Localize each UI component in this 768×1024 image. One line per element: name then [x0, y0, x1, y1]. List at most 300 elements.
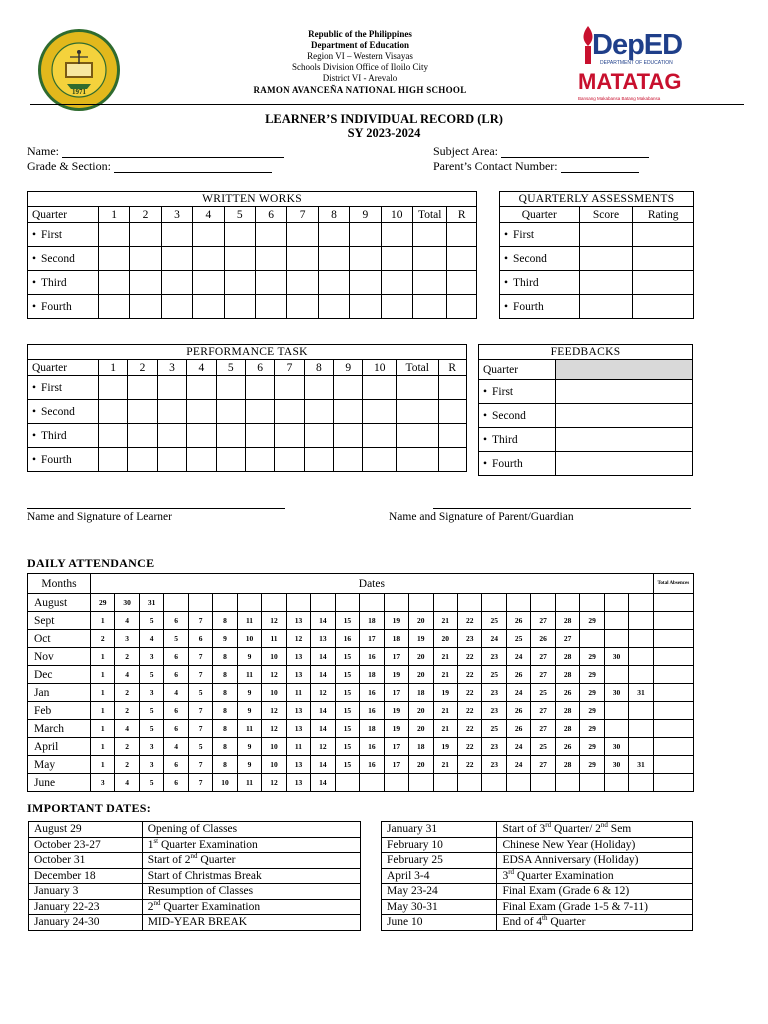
attendance-date-cell[interactable]: 17	[384, 738, 408, 756]
performance-task-score-cell[interactable]	[187, 376, 216, 400]
attendance-date-cell[interactable]	[384, 774, 408, 792]
attendance-date-cell[interactable]: 21	[433, 666, 457, 684]
attendance-date-cell[interactable]	[629, 720, 653, 738]
written-works-score-cell[interactable]	[98, 271, 129, 295]
attendance-date-cell[interactable]: 22	[458, 702, 482, 720]
attendance-date-cell[interactable]: 19	[433, 738, 457, 756]
attendance-date-cell[interactable]: 1	[90, 666, 114, 684]
attendance-date-cell[interactable]: 14	[311, 612, 335, 630]
attendance-date-cell[interactable]: 27	[531, 756, 555, 774]
parent-signature-line[interactable]	[433, 508, 691, 509]
attendance-date-cell[interactable]	[604, 630, 628, 648]
attendance-date-cell[interactable]: 1	[90, 756, 114, 774]
attendance-date-cell[interactable]: 13	[286, 720, 310, 738]
performance-task-score-cell[interactable]	[363, 376, 396, 400]
attendance-date-cell[interactable]: 3	[139, 756, 163, 774]
attendance-date-cell[interactable]	[409, 774, 433, 792]
attendance-date-cell[interactable]: 18	[360, 720, 384, 738]
written-works-score-cell[interactable]	[318, 223, 349, 247]
feedbacks-score-cell[interactable]	[555, 428, 692, 452]
written-works-score-cell[interactable]	[447, 271, 477, 295]
attendance-date-cell[interactable]: 8	[213, 702, 237, 720]
attendance-date-cell[interactable]: 13	[286, 756, 310, 774]
attendance-date-cell[interactable]: 24	[506, 684, 530, 702]
quarterly-assessments-score-cell[interactable]	[633, 247, 694, 271]
attendance-date-cell[interactable]: 22	[458, 720, 482, 738]
attendance-date-cell[interactable]: 12	[262, 720, 286, 738]
attendance-date-cell[interactable]: 24	[506, 756, 530, 774]
performance-task-score-cell[interactable]	[98, 448, 127, 472]
attendance-date-cell[interactable]: 22	[458, 684, 482, 702]
attendance-date-cell[interactable]: 11	[286, 684, 310, 702]
attendance-date-cell[interactable]: 5	[164, 630, 188, 648]
performance-task-score-cell[interactable]	[157, 400, 186, 424]
written-works-score-cell[interactable]	[350, 223, 381, 247]
attendance-date-cell[interactable]	[629, 630, 653, 648]
quarterly-assessments-score-cell[interactable]	[579, 247, 633, 271]
attendance-total-cell[interactable]	[653, 738, 693, 756]
performance-task-score-cell[interactable]	[187, 424, 216, 448]
attendance-date-cell[interactable]: 9	[237, 738, 261, 756]
attendance-total-cell[interactable]	[653, 594, 693, 612]
attendance-date-cell[interactable]: 7	[188, 612, 212, 630]
attendance-date-cell[interactable]: 30	[604, 738, 628, 756]
attendance-date-cell[interactable]	[580, 594, 604, 612]
attendance-date-cell[interactable]: 7	[188, 774, 212, 792]
attendance-date-cell[interactable]: 1	[90, 720, 114, 738]
attendance-date-cell[interactable]: 9	[237, 702, 261, 720]
performance-task-score-cell[interactable]	[438, 400, 467, 424]
attendance-total-cell[interactable]	[653, 756, 693, 774]
attendance-date-cell[interactable]	[360, 774, 384, 792]
performance-task-score-cell[interactable]	[157, 448, 186, 472]
attendance-date-cell[interactable]	[188, 594, 212, 612]
attendance-date-cell[interactable]	[531, 774, 555, 792]
attendance-date-cell[interactable]: 28	[555, 648, 579, 666]
attendance-date-cell[interactable]: 12	[311, 738, 335, 756]
attendance-date-cell[interactable]	[506, 594, 530, 612]
performance-task-score-cell[interactable]	[187, 448, 216, 472]
quarterly-assessments-score-cell[interactable]	[633, 223, 694, 247]
attendance-date-cell[interactable]: 28	[555, 756, 579, 774]
attendance-total-cell[interactable]	[653, 684, 693, 702]
attendance-date-cell[interactable]: 6	[188, 630, 212, 648]
attendance-date-cell[interactable]: 12	[262, 702, 286, 720]
attendance-date-cell[interactable]: 4	[164, 684, 188, 702]
attendance-date-cell[interactable]: 6	[164, 774, 188, 792]
attendance-date-cell[interactable]: 7	[188, 702, 212, 720]
attendance-date-cell[interactable]	[629, 774, 653, 792]
attendance-date-cell[interactable]: 16	[335, 630, 359, 648]
attendance-date-cell[interactable]: 11	[262, 630, 286, 648]
attendance-date-cell[interactable]: 19	[433, 684, 457, 702]
attendance-date-cell[interactable]	[604, 666, 628, 684]
attendance-date-cell[interactable]: 27	[531, 612, 555, 630]
attendance-date-cell[interactable]: 19	[409, 630, 433, 648]
attendance-date-cell[interactable]: 5	[139, 612, 163, 630]
attendance-date-cell[interactable]: 11	[237, 666, 261, 684]
attendance-date-cell[interactable]: 22	[458, 612, 482, 630]
attendance-date-cell[interactable]: 11	[237, 774, 261, 792]
attendance-date-cell[interactable]	[555, 774, 579, 792]
written-works-score-cell[interactable]	[98, 295, 129, 319]
written-works-score-cell[interactable]	[161, 271, 192, 295]
attendance-date-cell[interactable]: 13	[286, 774, 310, 792]
performance-task-score-cell[interactable]	[128, 448, 157, 472]
written-works-score-cell[interactable]	[287, 223, 318, 247]
attendance-date-cell[interactable]: 23	[458, 630, 482, 648]
quarterly-assessments-score-cell[interactable]	[579, 223, 633, 247]
attendance-date-cell[interactable]: 20	[409, 612, 433, 630]
written-works-score-cell[interactable]	[287, 271, 318, 295]
attendance-date-cell[interactable]: 20	[409, 666, 433, 684]
attendance-date-cell[interactable]	[360, 594, 384, 612]
attendance-date-cell[interactable]: 8	[213, 648, 237, 666]
attendance-date-cell[interactable]	[604, 702, 628, 720]
written-works-score-cell[interactable]	[447, 223, 477, 247]
attendance-date-cell[interactable]: 21	[433, 702, 457, 720]
written-works-score-cell[interactable]	[318, 295, 349, 319]
attendance-date-cell[interactable]: 9	[237, 684, 261, 702]
attendance-date-cell[interactable]: 8	[213, 612, 237, 630]
attendance-date-cell[interactable]	[604, 594, 628, 612]
written-works-score-cell[interactable]	[413, 271, 447, 295]
attendance-date-cell[interactable]: 15	[335, 756, 359, 774]
attendance-date-cell[interactable]: 13	[286, 666, 310, 684]
attendance-date-cell[interactable]: 8	[213, 720, 237, 738]
attendance-date-cell[interactable]: 24	[506, 648, 530, 666]
attendance-date-cell[interactable]: 2	[115, 738, 139, 756]
attendance-date-cell[interactable]: 23	[482, 648, 506, 666]
performance-task-score-cell[interactable]	[98, 376, 127, 400]
performance-task-score-cell[interactable]	[334, 400, 363, 424]
performance-task-score-cell[interactable]	[334, 448, 363, 472]
attendance-date-cell[interactable]: 23	[482, 702, 506, 720]
attendance-date-cell[interactable]: 23	[482, 756, 506, 774]
attendance-date-cell[interactable]: 31	[139, 594, 163, 612]
attendance-date-cell[interactable]: 13	[311, 630, 335, 648]
attendance-date-cell[interactable]: 6	[164, 612, 188, 630]
attendance-date-cell[interactable]: 26	[555, 738, 579, 756]
performance-task-score-cell[interactable]	[245, 424, 274, 448]
attendance-date-cell[interactable]: 26	[506, 702, 530, 720]
attendance-date-cell[interactable]: 25	[531, 738, 555, 756]
attendance-date-cell[interactable]: 14	[311, 702, 335, 720]
attendance-date-cell[interactable]	[555, 594, 579, 612]
written-works-score-cell[interactable]	[287, 247, 318, 271]
attendance-date-cell[interactable]: 5	[139, 774, 163, 792]
attendance-date-cell[interactable]: 26	[531, 630, 555, 648]
attendance-date-cell[interactable]	[164, 594, 188, 612]
attendance-date-cell[interactable]	[433, 774, 457, 792]
attendance-date-cell[interactable]: 10	[213, 774, 237, 792]
attendance-date-cell[interactable]: 8	[213, 756, 237, 774]
written-works-score-cell[interactable]	[161, 247, 192, 271]
attendance-date-cell[interactable]: 28	[555, 720, 579, 738]
performance-task-score-cell[interactable]	[128, 400, 157, 424]
attendance-date-cell[interactable]: 14	[311, 720, 335, 738]
written-works-score-cell[interactable]	[255, 223, 286, 247]
attendance-date-cell[interactable]: 20	[409, 720, 433, 738]
attendance-date-cell[interactable]: 15	[335, 702, 359, 720]
attendance-date-cell[interactable]: 29	[580, 756, 604, 774]
written-works-score-cell[interactable]	[381, 271, 412, 295]
written-works-score-cell[interactable]	[161, 295, 192, 319]
attendance-date-cell[interactable]: 25	[506, 630, 530, 648]
attendance-date-cell[interactable]: 29	[580, 702, 604, 720]
attendance-date-cell[interactable]	[580, 630, 604, 648]
performance-task-score-cell[interactable]	[363, 424, 396, 448]
attendance-date-cell[interactable]: 29	[580, 684, 604, 702]
name-field[interactable]	[27, 144, 284, 158]
attendance-date-cell[interactable]	[482, 594, 506, 612]
written-works-score-cell[interactable]	[224, 295, 255, 319]
performance-task-score-cell[interactable]	[363, 400, 396, 424]
attendance-date-cell[interactable]: 5	[188, 684, 212, 702]
attendance-date-cell[interactable]: 10	[262, 756, 286, 774]
attendance-date-cell[interactable]: 5	[139, 702, 163, 720]
attendance-date-cell[interactable]: 11	[286, 738, 310, 756]
quarterly-assessments-score-cell[interactable]	[633, 271, 694, 295]
performance-task-score-cell[interactable]	[128, 424, 157, 448]
attendance-date-cell[interactable]: 18	[384, 630, 408, 648]
attendance-date-cell[interactable]: 30	[604, 648, 628, 666]
performance-task-score-cell[interactable]	[157, 424, 186, 448]
performance-task-score-cell[interactable]	[304, 424, 333, 448]
performance-task-score-cell[interactable]	[245, 448, 274, 472]
attendance-date-cell[interactable]	[262, 594, 286, 612]
attendance-date-cell[interactable]: 23	[482, 738, 506, 756]
attendance-date-cell[interactable]	[604, 612, 628, 630]
performance-task-score-cell[interactable]	[438, 448, 467, 472]
attendance-date-cell[interactable]: 20	[409, 648, 433, 666]
attendance-date-cell[interactable]: 15	[335, 612, 359, 630]
feedbacks-score-cell[interactable]	[555, 380, 692, 404]
performance-task-score-cell[interactable]	[216, 424, 245, 448]
attendance-date-cell[interactable]: 3	[115, 630, 139, 648]
attendance-date-cell[interactable]: 15	[335, 666, 359, 684]
attendance-date-cell[interactable]: 24	[482, 630, 506, 648]
attendance-date-cell[interactable]	[482, 774, 506, 792]
attendance-date-cell[interactable]: 14	[311, 774, 335, 792]
performance-task-score-cell[interactable]	[275, 376, 304, 400]
attendance-date-cell[interactable]: 12	[286, 630, 310, 648]
attendance-date-cell[interactable]: 21	[433, 720, 457, 738]
attendance-date-cell[interactable]: 28	[555, 702, 579, 720]
attendance-date-cell[interactable]: 5	[139, 666, 163, 684]
attendance-date-cell[interactable]: 4	[164, 738, 188, 756]
attendance-date-cell[interactable]: 30	[604, 756, 628, 774]
quarterly-assessments-score-cell[interactable]	[579, 271, 633, 295]
attendance-date-cell[interactable]: 31	[629, 756, 653, 774]
attendance-date-cell[interactable]: 17	[384, 648, 408, 666]
attendance-date-cell[interactable]: 22	[458, 756, 482, 774]
written-works-score-cell[interactable]	[447, 295, 477, 319]
attendance-date-cell[interactable]	[629, 666, 653, 684]
written-works-score-cell[interactable]	[130, 223, 161, 247]
attendance-date-cell[interactable]	[604, 720, 628, 738]
written-works-score-cell[interactable]	[413, 295, 447, 319]
contact-field[interactable]	[433, 159, 639, 173]
attendance-date-cell[interactable]	[384, 594, 408, 612]
attendance-date-cell[interactable]: 22	[458, 648, 482, 666]
attendance-date-cell[interactable]: 15	[335, 738, 359, 756]
written-works-score-cell[interactable]	[193, 247, 224, 271]
performance-task-score-cell[interactable]	[216, 448, 245, 472]
attendance-total-cell[interactable]	[653, 702, 693, 720]
attendance-date-cell[interactable]: 10	[262, 648, 286, 666]
attendance-date-cell[interactable]	[458, 594, 482, 612]
attendance-date-cell[interactable]: 13	[286, 702, 310, 720]
written-works-score-cell[interactable]	[193, 271, 224, 295]
attendance-date-cell[interactable]: 27	[555, 630, 579, 648]
attendance-date-cell[interactable]: 19	[384, 612, 408, 630]
attendance-date-cell[interactable]: 29	[580, 612, 604, 630]
attendance-date-cell[interactable]	[433, 594, 457, 612]
attendance-date-cell[interactable]: 19	[384, 720, 408, 738]
attendance-date-cell[interactable]: 3	[139, 738, 163, 756]
attendance-date-cell[interactable]: 1	[90, 648, 114, 666]
attendance-date-cell[interactable]: 14	[311, 648, 335, 666]
grade-section-field[interactable]	[27, 159, 272, 173]
attendance-total-cell[interactable]	[653, 666, 693, 684]
performance-task-score-cell[interactable]	[275, 424, 304, 448]
attendance-date-cell[interactable]: 25	[482, 720, 506, 738]
quarterly-assessments-score-cell[interactable]	[579, 295, 633, 319]
attendance-date-cell[interactable]: 3	[139, 648, 163, 666]
attendance-date-cell[interactable]: 29	[90, 594, 114, 612]
attendance-date-cell[interactable]: 19	[384, 702, 408, 720]
performance-task-score-cell[interactable]	[334, 376, 363, 400]
attendance-date-cell[interactable]	[506, 774, 530, 792]
written-works-score-cell[interactable]	[255, 247, 286, 271]
written-works-score-cell[interactable]	[318, 247, 349, 271]
attendance-date-cell[interactable]	[458, 774, 482, 792]
feedbacks-score-cell[interactable]	[555, 404, 692, 428]
written-works-score-cell[interactable]	[381, 247, 412, 271]
attendance-date-cell[interactable]: 2	[115, 684, 139, 702]
written-works-score-cell[interactable]	[224, 223, 255, 247]
attendance-date-cell[interactable]: 1	[90, 684, 114, 702]
attendance-date-cell[interactable]: 26	[555, 684, 579, 702]
attendance-total-cell[interactable]	[653, 648, 693, 666]
attendance-date-cell[interactable]: 6	[164, 720, 188, 738]
attendance-date-cell[interactable]: 18	[409, 738, 433, 756]
attendance-date-cell[interactable]: 18	[360, 666, 384, 684]
performance-task-score-cell[interactable]	[396, 400, 438, 424]
attendance-date-cell[interactable]: 18	[360, 612, 384, 630]
attendance-date-cell[interactable]: 1	[90, 738, 114, 756]
attendance-date-cell[interactable]: 16	[360, 738, 384, 756]
attendance-date-cell[interactable]: 12	[262, 774, 286, 792]
attendance-date-cell[interactable]	[409, 594, 433, 612]
performance-task-score-cell[interactable]	[396, 376, 438, 400]
attendance-date-cell[interactable]: 30	[115, 594, 139, 612]
performance-task-score-cell[interactable]	[128, 376, 157, 400]
attendance-date-cell[interactable]	[213, 594, 237, 612]
written-works-score-cell[interactable]	[193, 223, 224, 247]
attendance-date-cell[interactable]: 29	[580, 738, 604, 756]
written-works-score-cell[interactable]	[130, 295, 161, 319]
attendance-total-cell[interactable]	[653, 612, 693, 630]
written-works-score-cell[interactable]	[381, 295, 412, 319]
written-works-score-cell[interactable]	[413, 223, 447, 247]
attendance-date-cell[interactable]: 28	[555, 666, 579, 684]
written-works-score-cell[interactable]	[381, 223, 412, 247]
attendance-date-cell[interactable]: 31	[629, 684, 653, 702]
written-works-score-cell[interactable]	[255, 271, 286, 295]
attendance-date-cell[interactable]: 4	[115, 774, 139, 792]
attendance-total-cell[interactable]	[653, 720, 693, 738]
attendance-date-cell[interactable]	[335, 774, 359, 792]
attendance-date-cell[interactable]: 11	[237, 612, 261, 630]
performance-task-score-cell[interactable]	[216, 400, 245, 424]
written-works-score-cell[interactable]	[161, 223, 192, 247]
subject-area-field[interactable]	[433, 144, 649, 158]
attendance-date-cell[interactable]: 14	[311, 756, 335, 774]
attendance-date-cell[interactable]: 8	[213, 684, 237, 702]
written-works-score-cell[interactable]	[224, 271, 255, 295]
attendance-date-cell[interactable]: 13	[286, 648, 310, 666]
attendance-date-cell[interactable]: 6	[164, 666, 188, 684]
attendance-date-cell[interactable]: 15	[335, 648, 359, 666]
written-works-score-cell[interactable]	[193, 295, 224, 319]
attendance-date-cell[interactable]: 18	[409, 684, 433, 702]
written-works-score-cell[interactable]	[287, 295, 318, 319]
written-works-score-cell[interactable]	[98, 223, 129, 247]
attendance-date-cell[interactable]	[286, 594, 310, 612]
attendance-date-cell[interactable]: 29	[580, 648, 604, 666]
attendance-date-cell[interactable]: 1	[90, 612, 114, 630]
written-works-score-cell[interactable]	[350, 247, 381, 271]
attendance-date-cell[interactable]: 10	[262, 738, 286, 756]
attendance-date-cell[interactable]: 25	[482, 612, 506, 630]
attendance-date-cell[interactable]: 25	[482, 666, 506, 684]
attendance-date-cell[interactable]: 20	[433, 630, 457, 648]
performance-task-score-cell[interactable]	[275, 448, 304, 472]
attendance-date-cell[interactable]: 13	[286, 612, 310, 630]
written-works-score-cell[interactable]	[130, 247, 161, 271]
attendance-date-cell[interactable]: 17	[384, 756, 408, 774]
attendance-date-cell[interactable]: 30	[604, 684, 628, 702]
attendance-date-cell[interactable]: 4	[115, 666, 139, 684]
performance-task-score-cell[interactable]	[304, 400, 333, 424]
learner-signature-line[interactable]	[27, 508, 285, 509]
attendance-date-cell[interactable]: 20	[409, 756, 433, 774]
attendance-date-cell[interactable]: 26	[506, 720, 530, 738]
attendance-date-cell[interactable]: 7	[188, 756, 212, 774]
attendance-date-cell[interactable]: 11	[237, 720, 261, 738]
attendance-date-cell[interactable]	[629, 702, 653, 720]
attendance-date-cell[interactable]	[629, 738, 653, 756]
attendance-date-cell[interactable]: 9	[237, 756, 261, 774]
attendance-date-cell[interactable]: 3	[139, 684, 163, 702]
performance-task-score-cell[interactable]	[438, 376, 467, 400]
written-works-score-cell[interactable]	[350, 271, 381, 295]
attendance-date-cell[interactable]: 5	[188, 738, 212, 756]
written-works-score-cell[interactable]	[413, 247, 447, 271]
attendance-date-cell[interactable]: 16	[360, 684, 384, 702]
attendance-date-cell[interactable]: 8	[213, 738, 237, 756]
attendance-date-cell[interactable]: 7	[188, 666, 212, 684]
attendance-date-cell[interactable]	[629, 612, 653, 630]
written-works-score-cell[interactable]	[98, 247, 129, 271]
attendance-date-cell[interactable]: 16	[360, 648, 384, 666]
performance-task-score-cell[interactable]	[363, 448, 396, 472]
attendance-date-cell[interactable]: 12	[311, 684, 335, 702]
attendance-date-cell[interactable]	[580, 774, 604, 792]
attendance-date-cell[interactable]: 12	[262, 612, 286, 630]
